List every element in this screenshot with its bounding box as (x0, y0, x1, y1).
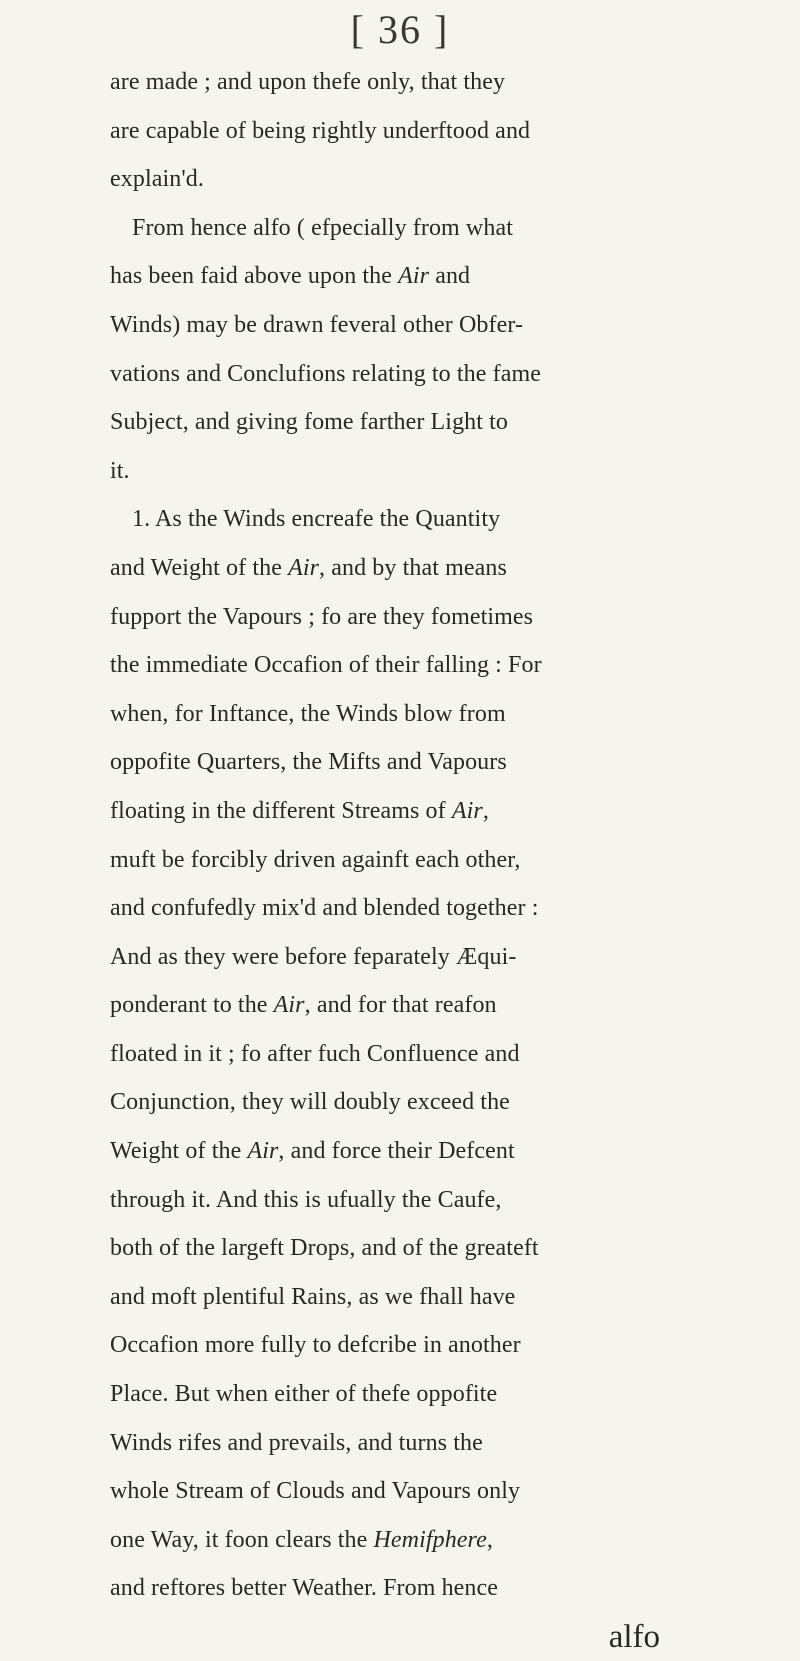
text-line: Winds rifes and prevails, and turns the (110, 1429, 483, 1456)
text-line: Winds) may be drawn feveral other Obfer- (110, 311, 524, 338)
text-line: muft be forcibly driven againft each other, (110, 846, 521, 873)
body-text (110, 58, 800, 1661)
text-line: whole Stream of Clouds and Vapours only (110, 1478, 521, 1505)
text-line: and Weight of the Air, and by that means (110, 554, 507, 581)
text-line: From hence alfo ( efpecially from what (132, 214, 513, 241)
text-line: one Way, it foon clears the Hemifphere, (110, 1526, 493, 1553)
text-line: Place. But when either of thefe oppofite (110, 1381, 498, 1408)
text-line: when, for Inftance, the Winds blow from (110, 700, 506, 727)
text-line: through it. And this is ufually the Caufe, (110, 1186, 502, 1213)
text-line: the immediate Occafion of their falling : For (110, 652, 542, 679)
text-line: floated in it ; fo after fuch Confluence and (110, 1040, 520, 1067)
text-line: explain'd. (110, 166, 204, 193)
catchword: alfo (608, 1619, 660, 1655)
text-line: Subject, and giving fome farther Light to (110, 409, 509, 436)
text-line: floating in the different Streams of Air, (110, 797, 489, 824)
text-line: Conjunction, they will doubly exceed the (110, 1089, 510, 1116)
text-line: are capable of being rightly underftood and (110, 117, 531, 144)
page-number: [ 36 ] (350, 7, 450, 52)
text-line: oppofite Quarters, the Mifts and Vapours (110, 749, 507, 776)
text-line: Weight of the Air, and force their Defcent (110, 1138, 515, 1165)
text-line: are made ; and upon thefe only, that they (110, 69, 506, 95)
text-line: 1. As the Winds encreafe the Quantity (132, 506, 501, 533)
text-line: And as they were before feparately Æqui- (110, 943, 517, 970)
text-line: both of the largeft Drops, and of the greateft (110, 1235, 539, 1262)
text-line: it. (110, 457, 130, 484)
text-line: vations and Conclufions relating to the fame (110, 360, 541, 387)
text-line: and moft plentiful Rains, as we fhall have (110, 1283, 516, 1310)
text-line: and confufedly mix'd and blended together : (110, 895, 539, 922)
text-line: ponderant to the Air, and for that reafon (110, 992, 497, 1019)
text-line: fupport the Vapours ; fo are they fometimes (110, 603, 534, 630)
text-line: has been faid above upon the Air and (110, 263, 471, 290)
text-line: Occafion more fully to defcribe in another (110, 1332, 521, 1359)
text-line: and reftores better Weather. From hence (110, 1575, 499, 1602)
